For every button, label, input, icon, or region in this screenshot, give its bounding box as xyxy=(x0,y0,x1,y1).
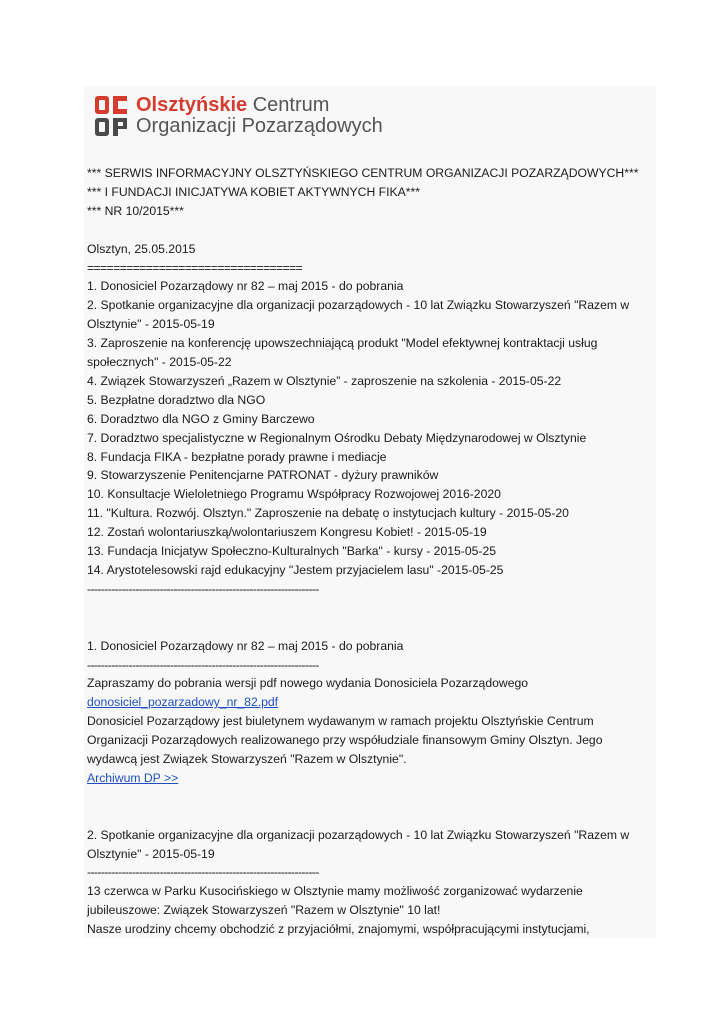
table-of-contents xyxy=(87,277,655,580)
toc-item: 8. Fundacja FIKA - bezpłatne porady prawne i mediacje xyxy=(87,449,387,464)
toc-item: 6. Doradztwo dla NGO z Gminy Barczewo xyxy=(87,411,315,426)
toc-item: 12. Zostań wolontariuszką/wolontariuszem Kongresu Kobiet! - 2015-05-19 xyxy=(87,525,487,540)
separator-dashes: ------------------------------------------------------------------- xyxy=(87,657,319,672)
toc-item: 9. Stowarzyszenie Penitencjarne PATRONAT - dyżury prawników xyxy=(87,468,439,483)
section2-title: 2. Spotkanie organizacyjne dla organizacji pozarządowych - 10 lat Związku Stowarzyszeń "Razem w Olsztynie" - 2015-05-19 xyxy=(87,827,630,861)
section1-intro: Zapraszamy do pobrania wersji pdf nowego wydania Donosiciela Pozarządowego xyxy=(87,676,529,691)
date-line: Olsztyn, 25.05.2015 xyxy=(87,241,196,256)
toc-item: 2. Spotkanie organizacyjne dla organizacji pozarządowych - 10 lat Związku Stowarzyszeń "Razem w Olsztynie" - 2015-05-19 xyxy=(87,298,630,332)
toc-item: 7. Doradztwo specjalistyczne w Regionalnym Ośrodku Debaty Międzynarodowej w Olsztynie xyxy=(87,430,587,445)
toc-item: 1. Donosiciel Pozarządowy nr 82 – maj 2015 - do pobrania xyxy=(87,279,404,294)
newsletter-body xyxy=(87,164,655,939)
section1-body: Donosiciel Pozarządowy jest biuletynem wydawanym w ramach projektu Olsztyńskie Centrum Organizacji Pozarządowych realizowanego przy współudziale finansowym Gminy Olsztyn. Jego wydawcą jest Związek Stowarzyszeń "Razem w Olsztynie". xyxy=(87,714,603,767)
toc-item: 13. Fundacja Inicjatyw Społeczno-Kulturalnych "Barka" - kursy - 2015-05-25 xyxy=(87,544,497,559)
section1-title: 1. Donosiciel Pozarządowy nr 82 – maj 2015 - do pobrania xyxy=(87,638,404,653)
separator-equals: ================================= xyxy=(87,260,303,275)
separator-dashes: ------------------------------------------------------------------- xyxy=(87,865,319,880)
header-line-1: *** SERWIS INFORMACYJNY OLSZTYŃSKIEGO CENTRUM ORGANIZACJI POZARZĄDOWYCH*** xyxy=(87,166,639,180)
logo-title-line1 xyxy=(136,95,383,116)
section2-body-2: Nasze urodziny chcemy obchodzić z przyjaciółmi, znajomymi, współpracującymi instytucjami, xyxy=(87,922,590,937)
archive-link[interactable]: Archiwum DP >> xyxy=(87,770,179,785)
logo-title-line2: Organizacji Pozarządowych xyxy=(136,115,383,137)
pdf-download-link[interactable]: donosiciel_pozarzadowy_nr_82.pdf xyxy=(87,695,279,710)
section2-body-1: 13 czerwca w Parku Kusocińskiego w Olsztynie mamy możliwość zorganizować wydarzenie jubileuszowe: Związek Stowarzyszeń "Razem w Olsztynie" 10 lat! xyxy=(87,884,583,918)
toc-item: 14. Arystotelesowski rajd edukacyjny "Jestem przyjacielem lasu" -2015-05-25 xyxy=(87,563,504,578)
toc-item: 5. Bezpłatne doradztwo dla NGO xyxy=(87,392,266,407)
logo-word-centrum: Centrum xyxy=(247,94,330,116)
ocop-logo xyxy=(84,86,388,146)
toc-item: 10. Konsultacje Wieloletniego Programu Współpracy Rozwojowej 2016-2020 xyxy=(87,487,501,502)
header-line-2: *** I FUNDACJI INICJATYWA KOBIET AKTYWNYCH FIKA*** xyxy=(87,184,420,199)
toc-item: 11. "Kultura. Rozwój. Olsztyn." Zaproszenie na debatę o instytucjach kultury - 2015-05-20 xyxy=(87,506,569,521)
logo-accent-word: Olsztyńskie xyxy=(136,94,248,116)
toc-item: 3. Zaproszenie na konferencję upowszechniającą produkt "Model efektywnej kontraktacji usług społecznych" - 2015-05-22 xyxy=(87,336,598,370)
header-line-3: *** NR 10/2015*** xyxy=(87,203,184,218)
logo-text xyxy=(136,95,383,137)
ocop-logo-mark-icon xyxy=(94,94,128,138)
toc-item: 4. Związek Stowarzyszeń „Razem w Olsztynie” - zaproszenie na szkolenia - 2015-05-22 xyxy=(87,373,562,388)
separator-dashes: ------------------------------------------------------------------- xyxy=(87,581,319,596)
